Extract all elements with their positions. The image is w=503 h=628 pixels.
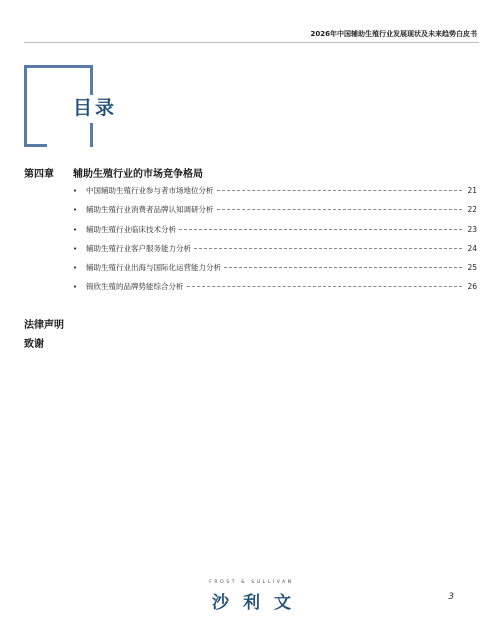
logo-char: 文	[274, 593, 291, 613]
dot-leader	[187, 286, 463, 287]
toc-entry-2[interactable]	[73, 204, 477, 223]
header-rule	[24, 42, 479, 43]
toc-entry-page: 22	[467, 205, 477, 215]
toc-entry-label: 辅助生殖行业消费者品牌认知调研分析	[86, 205, 214, 215]
page-number: 3	[448, 592, 454, 602]
toc-entry-page: 26	[467, 282, 477, 292]
bullet-icon: •	[73, 244, 78, 253]
logo-char: 利	[243, 593, 260, 613]
toc-frame-bottom	[24, 144, 47, 147]
toc-list	[73, 185, 477, 301]
chapter-title: 辅助生殖行业的市场竞争格局	[73, 169, 203, 180]
toc-entry-label: 辅助生殖行业临床技术分析	[86, 224, 176, 234]
toc-entry-label: 辅助生殖行业出海与国际化运营能力分析	[86, 263, 221, 273]
toc-entry-label: 辅助生殖行业客户服务能力分析	[86, 243, 191, 253]
dot-leader	[217, 190, 463, 191]
header-title: 2026年中国辅助生殖行业发展现状及未来趋势白皮书	[310, 30, 477, 38]
toc-entry-5[interactable]	[73, 262, 477, 281]
bullet-icon: •	[73, 206, 78, 215]
dot-leader	[179, 229, 462, 230]
bullet-icon: •	[73, 187, 78, 195]
toc-entry-page: 24	[467, 243, 477, 253]
chapter-number: 第四章	[24, 169, 54, 180]
section-legal-notice[interactable]: 法律声明	[24, 320, 64, 331]
toc-entry-page: 25	[467, 263, 477, 273]
logo-chinese-text	[212, 588, 291, 613]
toc-entry-3[interactable]	[73, 224, 477, 243]
section-acknowledgements[interactable]: 致谢	[24, 339, 44, 350]
dot-leader	[224, 267, 462, 268]
toc-entry-4[interactable]	[73, 243, 477, 262]
toc-entry-label: 中国辅助生殖行业参与者市场地位分析	[86, 186, 214, 195]
logo-english-text: FROST & SULLIVAN	[209, 580, 294, 585]
toc-entry-label: 锦欣生殖的品牌势能综合分析	[86, 282, 184, 292]
company-logo	[0, 580, 503, 613]
toc-entry-1[interactable]	[73, 185, 477, 204]
toc-entry-page: 23	[467, 224, 477, 234]
dot-leader	[217, 209, 463, 210]
toc-entry-6[interactable]	[73, 281, 477, 300]
bullet-icon: •	[73, 283, 78, 292]
toc-title: 目录	[73, 97, 118, 119]
bullet-icon: •	[73, 225, 78, 234]
bullet-icon: •	[73, 264, 78, 273]
logo-char: 沙	[212, 593, 229, 613]
dot-leader	[194, 248, 462, 249]
toc-entry-page: 21	[467, 186, 477, 195]
